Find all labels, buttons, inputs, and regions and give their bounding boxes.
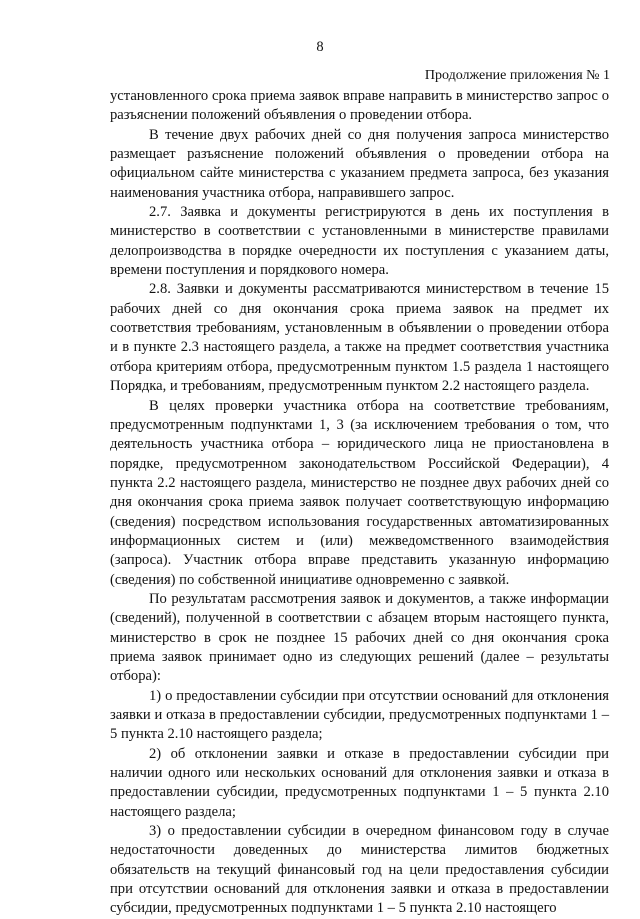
paragraph-verification: В целях проверки участника отбора на соответствие требованиям, предусмотренным подпунктами 1, 3 (за исключением требования о том, что деятельность участника отбора – юридического лица не приостановлена в порядке, предусмотренном законодательством Российской Федерации), 4 пункта 2.2 настоящего раздела, министерство не позднее двух рабочих дней со дня окончания срока приема заявок получает соответствующую информацию (сведения) посредством использования государственных автоматизированных информационных систем и (или) межведомственного взаимодействия (запроса). Участник отбора вправе представить указанную информацию (сведения) по собственной инициативе одновременно с заявкой. xyxy=(110,397,609,588)
document-body xyxy=(110,87,609,919)
list-item-3: 3) о предоставлении субсидии в очередном финансовом году в случае недостаточности доведенных до министерства лимитов бюджетных обязательств на текущий финансовый год на цели предоставления субсидии при отсутствии оснований для отклонения заявки и отказа в предоставлении субсидии, предусмотренных подпунктами 1 – 5 пункта 2.10 настоящего xyxy=(110,823,609,917)
page-number: 8 xyxy=(316,39,324,55)
appendix-continuation-label: Продолжение приложения № 1 xyxy=(424,68,610,83)
paragraph-2-7: 2.7. Заявка и документы регистрируются в день их поступления в министерство в соответствии с установленными в министерстве правилами делопроизводства в порядке очередности их поступления с указанием даты, времени поступления и порядкового номера. xyxy=(110,204,609,279)
paragraph-clarification-deadline: В течение двух рабочих дней со дня получения запроса министерство размещает разъяснение положений объявления о проведении отбора на официальном сайте министерства с указанием предмета запроса, без указания наименования участника отбора, направившего запрос. xyxy=(110,126,609,201)
list-item-1: 1) о предоставлении субсидии при отсутствии оснований для отклонения заявки и отказа в предоставлении субсидии, предусмотренных подпунктами 1 – 5 пункта 2.10 настоящего раздела; xyxy=(110,687,609,743)
paragraph-continued: установленного срока приема заявок вправе направить в министерство запрос о разъяснении положений объявления о проведении отбора. xyxy=(110,88,609,124)
paragraph-results: По результатам рассмотрения заявок и документов, а также информации (сведений), полученной в соответствии с абзацем вторым настоящего пункта, министерство в срок не позднее 15 рабочих дней со дня окончания срока приема заявок принимает одно из следующих решений (далее – результаты отбора): xyxy=(110,590,609,685)
list-item-2: 2) об отклонении заявки и отказе в предоставлении субсидии при наличии одного или нескольких оснований для отклонения заявки и отказа в предоставлении субсидии, предусмотренных подпунктами 1 – 5 пункта 2.10 настоящего раздела; xyxy=(110,745,609,820)
paragraph-2-8: 2.8. Заявки и документы рассматриваются министерством в течение 15 рабочих дней со дня окончания срока приема заявок на предмет их соответствия требованиям, установленным в объявлении о проведении отбора и в пункте 2.3 настоящего раздела, а также на предмет соответствия участника отбора критериям отбора, предусмотренным пунктом 1.5 раздела 1 настоящего Порядка, и требованиям, предусмотренным пунктом 2.2 настоящего раздела. xyxy=(110,281,609,395)
